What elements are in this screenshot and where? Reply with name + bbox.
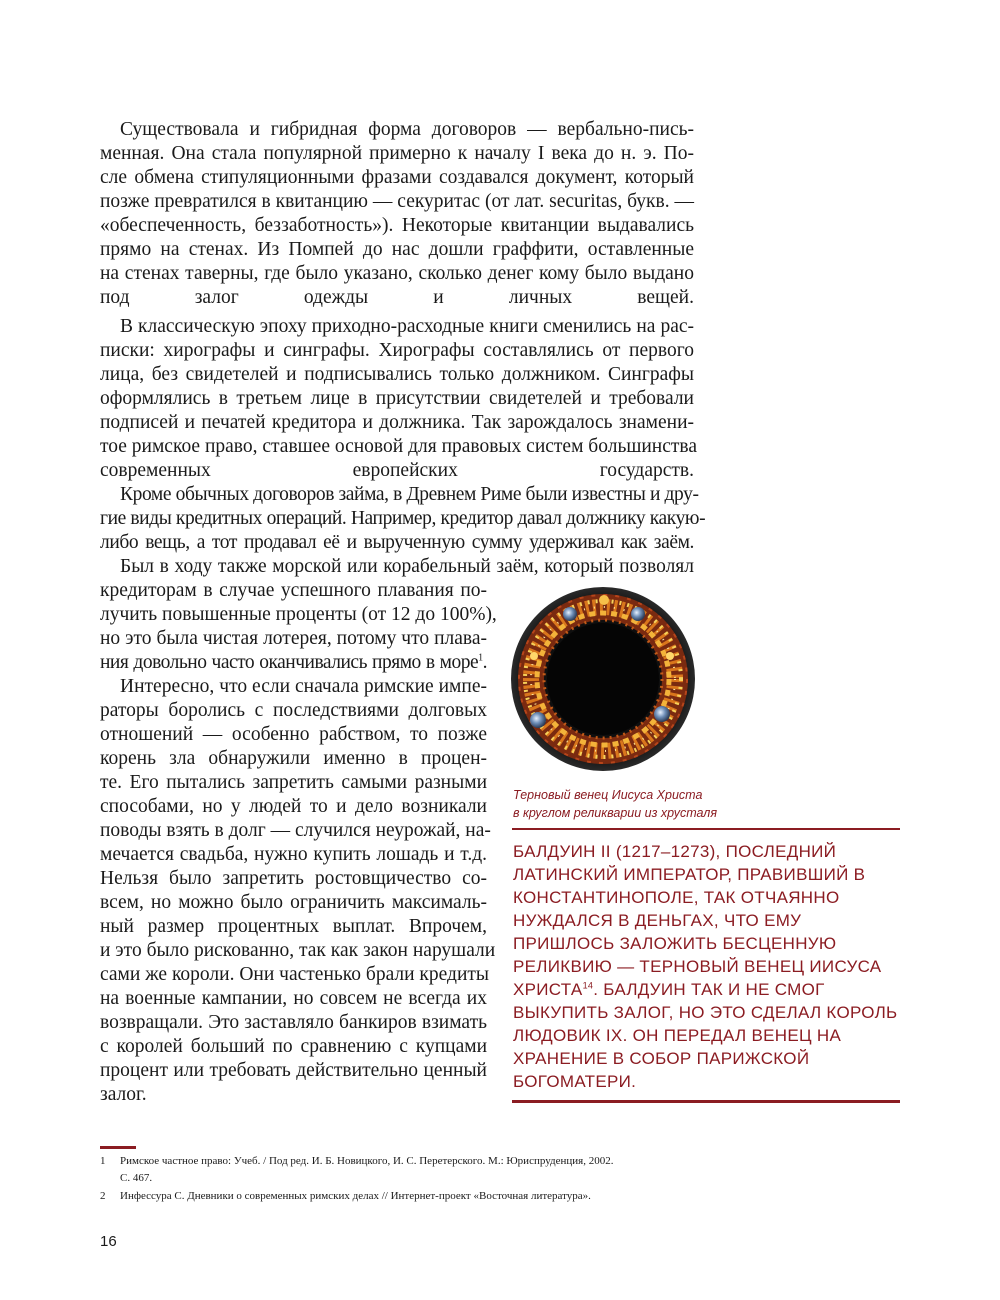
paragraph-4-first-line xyxy=(100,555,694,579)
text-line: Был в ходу также морской или корабельный заём, который позволял xyxy=(120,556,694,577)
text-line: способами, но у людей то и дело возникали xyxy=(100,796,487,817)
crown-of-thorns-illustration xyxy=(510,586,696,772)
footnote-text xyxy=(120,1153,900,1187)
text-fragment: ния довольно часто оканчивались прямо в море xyxy=(100,652,479,673)
footnote-line: Римское частное право: Учеб. / Под ред. И. Б. Новицкого, И. С. Перетерского. М.: Юриспруденция, 2002. xyxy=(120,1155,614,1167)
text-line: корень зла обнаружили именно в процен- xyxy=(100,748,487,769)
text-line: но это была чистая лотерея, потому что плава- xyxy=(100,628,487,649)
pullquote-text: БАЛДУИН II (1217–1273), ПОСЛЕДНИЙ ЛАТИНСКИЙ ИМПЕРАТОР, ПРАВИВШИЙ В КОНСТАНТИНОПОЛЕ, ТАК ОТЧАЯННО НУЖДАЛСЯ В ДЕНЬГАХ, ЧТО ЕМУ ПРИШЛОСЬ ЗАЛОЖИТЬ БЕСЦЕННУЮ РЕЛИКВИЮ — ТЕРНОВЫЙ ВЕНЕЦ ИИСУСА ХРИСТА xyxy=(513,842,882,999)
paragraph-5 xyxy=(100,675,496,1107)
text-line: писки: хирографы и синграфы. Хирографы составлялись от первого xyxy=(100,340,694,361)
paragraph-4 xyxy=(100,579,497,675)
text-line: либо вещь, а тот продавал её и вырученную сумму удерживал как заём. xyxy=(100,532,694,553)
text-line: с королей больший по сравнению с купцами xyxy=(100,1036,487,1057)
text-line: Интересно, что если сначала римские импе- xyxy=(120,676,487,697)
text-line: всем, но можно было ограничить максималь- xyxy=(100,892,487,913)
text-line: тое римское право, ставшее основой для правовых систем большинства xyxy=(100,436,698,457)
footnote-text xyxy=(120,1188,900,1205)
pullquote-top-rule xyxy=(512,828,900,830)
text-line: Существовала и гибридная форма договоров — вербально-пись- xyxy=(120,119,694,140)
image-caption xyxy=(513,786,717,822)
footnote-2 xyxy=(100,1188,900,1205)
text-line: современных европейских государств. xyxy=(100,460,694,481)
text-line: процент или требовать действительно ценный xyxy=(100,1060,487,1081)
text-line: и это было рискованно, так как закон нарушали xyxy=(100,940,496,961)
text-line: кредиторам в случае успешного плавания по- xyxy=(100,580,487,601)
text-line xyxy=(100,651,487,675)
text-line: сле обмена стипуляционными фразами создавался документ, который xyxy=(100,167,694,188)
caption-line: Терновый венец Иисуса Христа xyxy=(513,788,703,802)
text-fragment: . xyxy=(482,652,487,673)
text-line: поводы взять в долг — случился неурожай, на- xyxy=(100,820,491,841)
text-line: отношений — особенно рабством, то позже xyxy=(100,724,487,745)
text-line: ный размер процентных выплат. Впрочем, xyxy=(100,916,487,937)
text-line: залог. xyxy=(100,1084,147,1105)
text-line: возвращали. Это заставляло банкиров взимать xyxy=(100,1012,487,1033)
text-line: сами же короли. Они частенько брали кредиты xyxy=(100,964,490,985)
footnote-line: С. 467. xyxy=(120,1172,153,1184)
text-line: мечается свадьба, нужно купить лошадь и т.д. xyxy=(100,844,487,865)
footnote-ref[interactable]: 14 xyxy=(582,980,594,991)
text-line: «обеспеченность, беззаботность»). Некоторые квитанции выдавались xyxy=(100,215,694,236)
pullquote-bottom-rule xyxy=(512,1100,900,1103)
text-line: лица, без свидетелей и подписывались только должником. Синграфы xyxy=(100,364,694,385)
pullquote xyxy=(513,840,898,1093)
caption-line: в круглом реликварии из хрусталя xyxy=(513,806,718,820)
text-line: под залог одежды и личных вещей. xyxy=(100,287,694,308)
paragraph-1 xyxy=(100,118,694,310)
paragraph-2 xyxy=(100,315,698,483)
footnote-1 xyxy=(100,1153,900,1187)
text-line: оформлялись в третьем лице в присутствии свидетелей и требовали xyxy=(100,388,694,409)
pullquote-text: . БАЛДУИН ТАК И НЕ СМОГ ВЫКУПИТЬ ЗАЛОГ, НО ЭТО СДЕЛАЛ КОРОЛЬ ЛЮДОВИК IX. ОН ПЕРЕДАЛ ВЕНЕЦ НА ХРАНЕНИЕ В СОБОР ПАРИЖСКОЙ БОГОМАТЕРИ. xyxy=(513,980,898,1091)
text-line: Нельзя было запретить ростовщичество со- xyxy=(100,868,487,889)
footnote-number: 2 xyxy=(100,1190,106,1202)
text-line: лучить повышенные проценты (от 12 до 100%), xyxy=(100,604,497,625)
text-line: те. Его пытались запретить самыми разными xyxy=(100,772,487,793)
text-line: на военные кампании, но совсем не всегда их xyxy=(100,988,487,1009)
text-line: гие виды кредитных операций. Например, кредитор давал должнику какую- xyxy=(100,508,706,529)
page-number: 16 xyxy=(100,1233,117,1250)
text-line: подписей и печатей кредитора и должника. Так зарождалось знамени- xyxy=(100,412,694,433)
text-line: Кроме обычных договоров займа, в Древнем Риме были известны и дру- xyxy=(120,484,699,505)
paragraph-3 xyxy=(100,483,706,555)
text-line: менная. Она стала популярной примерно к началу I века до н. э. По- xyxy=(100,143,694,164)
text-line: на стенах таверны, где было указано, сколько денег кому было выдано xyxy=(100,263,694,284)
text-line: прямо на стенах. Из Помпей до нас дошли граффити, оставленные xyxy=(100,239,694,260)
footnote-number: 1 xyxy=(100,1155,106,1167)
text-line: раторы боролись с последствиями долговых xyxy=(100,700,487,721)
crown-of-thorns-image xyxy=(510,586,696,772)
text-line: позже превратился в квитанцию — секуритас (от лат. securitas, букв. — xyxy=(100,191,694,212)
footnote-line: Инфессура С. Дневники о современных римских делах // Интернет-проект «Восточная литература». xyxy=(120,1190,591,1202)
text-line: В классическую эпоху приходно-расходные книги сменились на рас- xyxy=(120,316,694,337)
footnote-ref[interactable]: 1 xyxy=(478,652,483,664)
footnote-separator xyxy=(100,1146,136,1149)
